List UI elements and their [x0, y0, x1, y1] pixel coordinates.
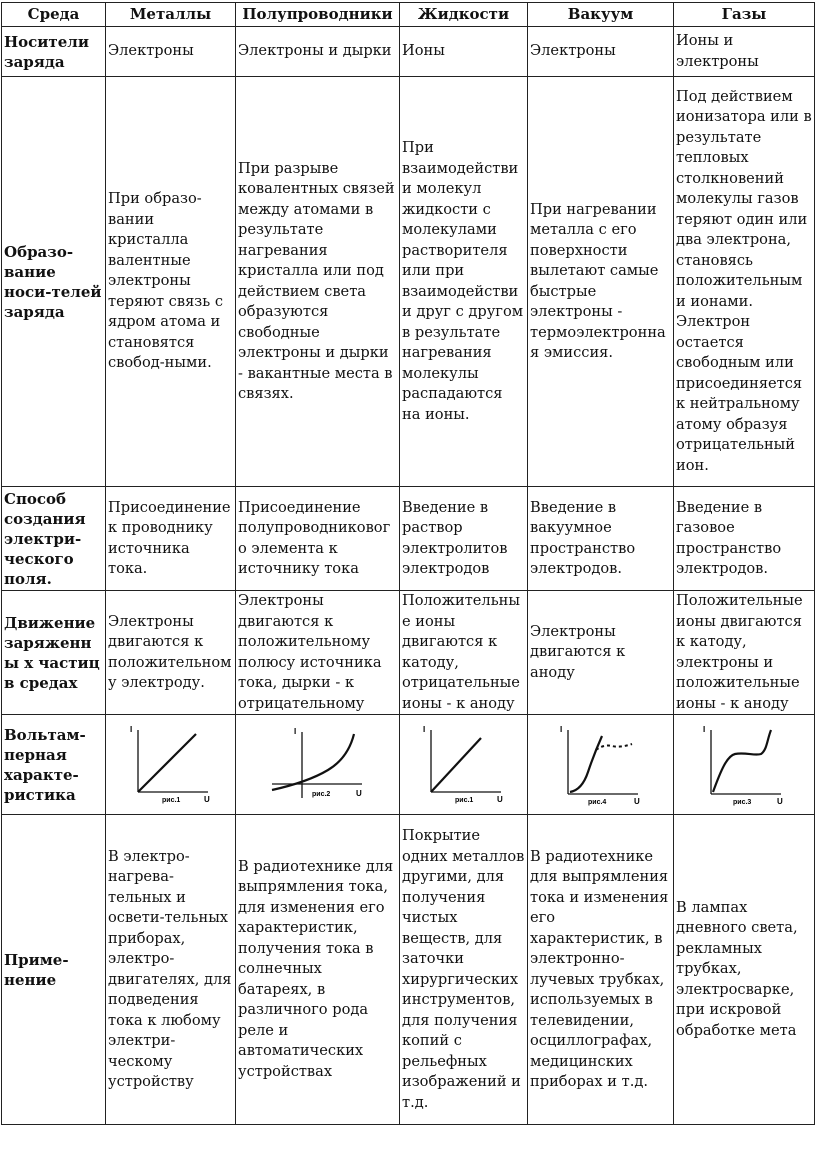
cell-motion-semis: Электроны двигаются к положительному полюсу источника тока, дырки - к отрицательному	[236, 591, 400, 715]
iv-chart-vacuum	[556, 720, 646, 810]
iv-fig-label: рис.1	[454, 796, 473, 804]
iv-curve-discharge	[713, 730, 771, 792]
row-label-motion: Движение заряженны х частиц в средах	[2, 591, 106, 715]
cell-field-liquids: Введение в раствор электролитов электродов	[400, 487, 528, 591]
iv-axis-i-label: I	[703, 724, 706, 734]
row-label-formation: Образо-вание носи-телей заряда	[2, 77, 106, 487]
header-metals: Металлы	[106, 3, 236, 27]
cell-motion-liquids: Положительны е ионы двигаются к катоду, отрицательные ионы - к аноду	[400, 591, 528, 715]
cell-formation-vacuum: При нагревании металла с его поверхности вылетают самые быстрые электроны - термоэлектронна я эмиссия.	[528, 77, 674, 487]
cell-formation-metals: При образо-вании кристалла валентные электроны теряют связь с ядром атома и становятся свобод-ными.	[106, 77, 236, 487]
cell-usage-semis: В радиотехнике для выпрямления тока, для изменения его характеристик, получения тока в солнечных батареях, в различного рода реле и автоматических устройствах	[236, 815, 400, 1125]
iv-curve-saturation	[596, 744, 632, 750]
iv-axis-u-label: U	[203, 794, 210, 804]
header-medium: Среда	[2, 3, 106, 27]
cell-carriers-liquids: Ионы	[400, 27, 528, 77]
cell-carriers-metals: Электроны	[106, 27, 236, 77]
iv-chart-gases	[699, 720, 789, 810]
row-label-carriers: Носители заряда	[2, 27, 106, 77]
comparison-table	[1, 2, 815, 1125]
cell-iv-vacuum	[528, 715, 674, 815]
row-label-iv: Вольтам-перная характе-ристика	[2, 715, 106, 815]
iv-axis-u-label: U	[777, 796, 783, 806]
iv-curve-linear	[138, 734, 196, 792]
cell-formation-semis: При разрыве ковалентных связей между атомами в результате нагревания кристалла или под действием света образуются свободные электроны и дырки - вакантные места в связях.	[236, 77, 400, 487]
iv-axis-u-label: U	[355, 788, 362, 798]
header-semiconductors: Полупроводники	[236, 3, 400, 27]
row-label-field: Способ создания электри-ческого поля.	[2, 487, 106, 591]
cell-field-metals: Присоединение к проводнику источника тока.	[106, 487, 236, 591]
header-vacuum: Вакуум	[528, 3, 674, 27]
cell-motion-vacuum: Электроны двигаются к аноду	[528, 591, 674, 715]
iv-axis-i-label: I	[559, 724, 562, 734]
cell-iv-liquids	[400, 715, 528, 815]
iv-axis-i-label: I	[129, 724, 132, 734]
cell-formation-liquids: При взаимодействи и молекул жидкости с молекулами растворителя или при взаимодействи и друг с другом в результате нагревания молекулы распадаются на ионы.	[400, 77, 528, 487]
header-row	[2, 3, 815, 27]
header-gases: Газы	[674, 3, 815, 27]
cell-iv-metals	[106, 715, 236, 815]
iv-fig-label: рис.2	[311, 790, 330, 798]
cell-field-vacuum: Введение в вакуумное пространство электродов.	[528, 487, 674, 591]
iv-axis-i-label: I	[293, 726, 296, 736]
header-liquids: Жидкости	[400, 3, 528, 27]
iv-chart-metals	[126, 720, 216, 810]
row-formation	[2, 77, 815, 487]
cell-field-gases: Введение в газовое пространство электродов.	[674, 487, 815, 591]
iv-axis-i-label: I	[422, 724, 425, 734]
cell-usage-metals: В электро-нагрева-тельных и освети-тельных приборах, электро-двигателях, для подведения тока к любому электри-ческому устройству	[106, 815, 236, 1125]
iv-curve-linear	[431, 738, 481, 792]
cell-usage-liquids: Покрытие одних металлов другими, для получения чистых веществ, для заточки хирургических инструментов, для получения копий с рельефных изображений и т.д.	[400, 815, 528, 1125]
row-carriers	[2, 27, 815, 77]
cell-motion-metals: Электроны двигаются к положительном у электроду.	[106, 591, 236, 715]
iv-fig-label: рис.3	[733, 798, 752, 806]
iv-chart-semis	[268, 720, 368, 810]
cell-iv-gases	[674, 715, 815, 815]
cell-motion-gases: Положительные ионы двигаются к катоду, электроны и положительные ионы - к аноду	[674, 591, 815, 715]
iv-curve-emission	[570, 736, 602, 792]
cell-usage-gases: В лампах дневного света, рекламных трубках, электросварке, при искровой обработке мета	[674, 815, 815, 1125]
row-usage	[2, 815, 815, 1125]
row-iv	[2, 715, 815, 815]
row-field	[2, 487, 815, 591]
iv-fig-label: рис.1	[161, 796, 180, 804]
iv-axis-u-label: U	[496, 794, 503, 804]
row-motion	[2, 591, 815, 715]
cell-formation-gases: Под действием ионизатора или в результате тепловых столкновений молекулы газов теряют один или два электрона, становясь положительным и ионами. Электрон остается свободным или присоединяется к нейтральному атому образуя отрицательный ион.	[674, 77, 815, 487]
iv-curve-exponential	[272, 734, 354, 790]
cell-iv-semis	[236, 715, 400, 815]
iv-axis-u-label: U	[633, 796, 640, 806]
cell-carriers-semis: Электроны и дырки	[236, 27, 400, 77]
cell-usage-vacuum: В радиотехнике для выпрямления тока и изменения его характеристик, в электронно-лучевых трубках, используемых в телевидении, осциллографах, медицинских приборах и т.д.	[528, 815, 674, 1125]
iv-chart-liquids	[419, 720, 509, 810]
cell-carriers-vacuum: Электроны	[528, 27, 674, 77]
cell-carriers-gases: Ионы и электроны	[674, 27, 815, 77]
row-label-usage: Приме-нение	[2, 815, 106, 1125]
iv-fig-label: рис.4	[587, 798, 606, 806]
cell-field-semis: Присоединение полупроводникового элемента к источнику тока	[236, 487, 400, 591]
